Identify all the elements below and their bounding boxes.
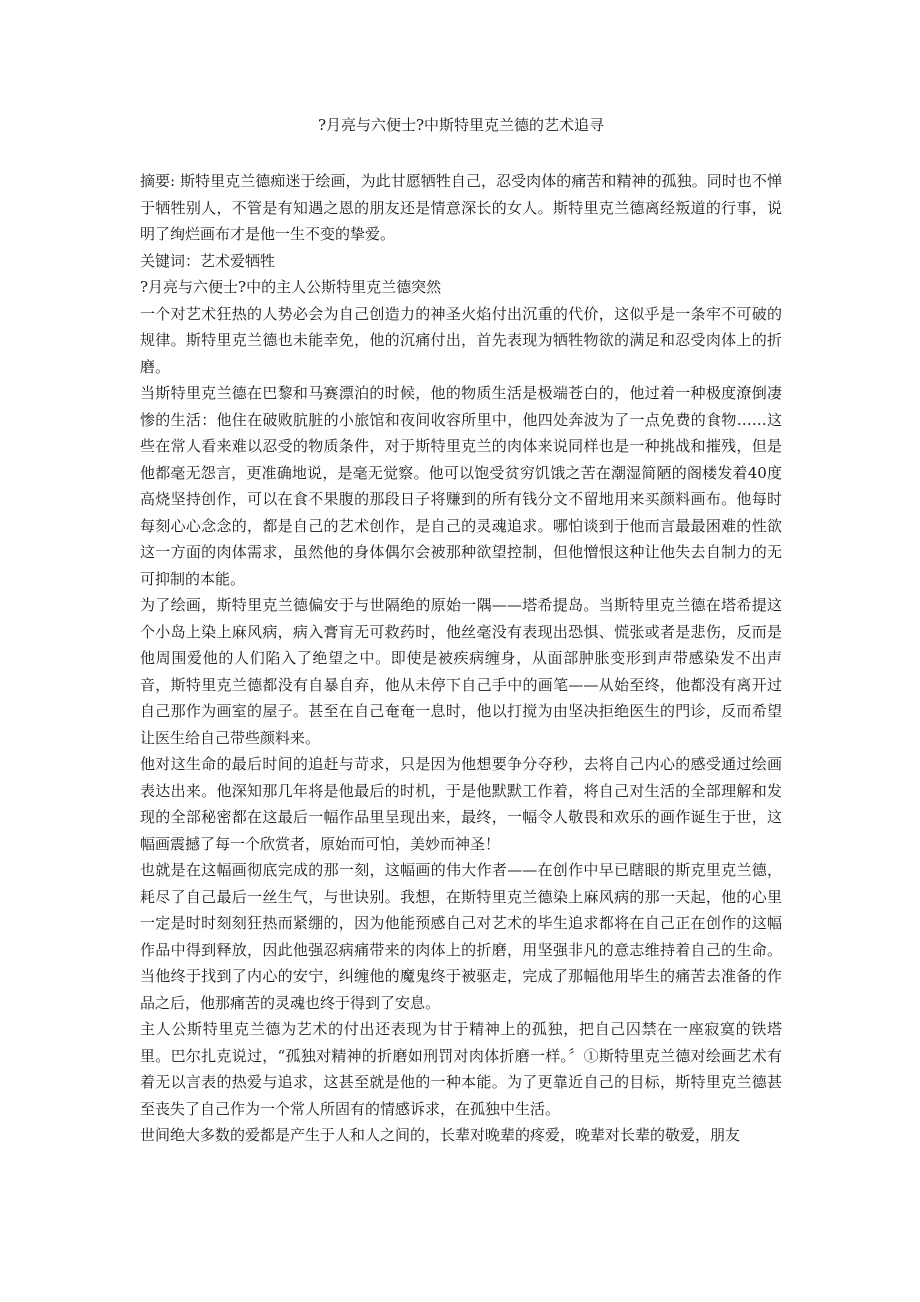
body-paragraph: 也就是在这幅画彻底完成的那一刻，这幅画的伟大作者——在创作中早已瞎眼的斯克里克兰德，耗尽了自己最后一丝生气，与世诀别。我想，在斯特里克兰德染上麻风病的那一天起，他的心里一定是时时刻刻狂热而紧绷的，因为他能预感自己对艺术的毕生追求都将在自己正在创作的这幅作品中得到释放，因此他强忍病痛带来的肉体上的折磨，用坚强非凡的意志维持着自己的生命。当他终于找到了内心的安宁，纠缠他的魔鬼终于被驱走，完成了那幅他用毕生的痛苦去准备的作品之后，他那痛苦的灵魂也终于得到了安息。 <box>140 861 782 1012</box>
document-title: ?月亮与六便士?中斯特里克兰德的艺术追寻 <box>317 116 605 134</box>
body-paragraph: 为了绘画，斯特里克兰德偏安于与世隔绝的原始一隅——塔希提岛。当斯特里克兰德在塔希提这个小岛上染上麻风病，病入膏肓无可救药时，他丝毫没有表现出恐惧、慌张或者是悲伤，反而是他周围爱他的人们陷入了绝望之中。即使是被疾病缠身，从面部肿胀变形到声带感染发不出声音，斯特里克兰德都没有自暴自弃，他从未停下自己手中的画笔——从始至终，他都没有离开过自己那作为画室的屋子。甚至在自己奄奄一息时，他以打搅为由坚决拒绝医生的門诊，反而希望让医生给自己带些颜料来。 <box>140 596 782 747</box>
body-paragraph: 一个对艺术狂热的人势必会为自己创造力的神圣火焰付出沉重的代价，这似乎是一条牢不可破的规律。斯特里克兰德也未能幸免，他的沉痛付出，首先表现为牺牲物欲的满足和忍受肉体上的折磨。 <box>140 304 782 376</box>
body-paragraph: 主人公斯特里克兰德为艺术的付出还表现为甘于精神上的孤独，把自己囚禁在一座寂寞的铁塔里。巴尔扎克说过，“孤独对精神的折磨如刑罚对肉体折磨一样。〞①斯特里克兰德对绘画艺术有着无以言表的热爱与追求，这甚至就是他的一种本能。为了更靠近自己的目标，斯特里克兰德甚至丧失了自己作为一个常人所固有的情感诉求，在孤独中生活。 <box>140 1020 782 1118</box>
body-paragraph: 当斯特里克兰德在巴黎和马赛漂泊的时候，他的物质生活是极端苍白的，他过着一种极度潦倒凄惨的生活：他住在破败肮脏的小旅馆和夜间收容所里中，他四处奔波为了一点免费的食物……这些在常人看来难以忍受的物质条件，对于斯特里克兰的肉体来说同样也是一种挑战和摧残，但是他都毫无怨言，更准确地说，是毫无觉察。他可以饱受贫穷饥饿之苦在潮湿简陋的阁楼发着40度高烧坚持创作，可以在食不果腹的那段日子将赚到的所有钱分文不留地用来买颜料画布。他每时每刻心心念念的，都是自己的艺术创作，是自己的灵魂追求。哪怕谈到于他而言最最困难的性欲这一方面的肉体需求，虽然他的身体偶尔会被那种欲望控制，但他憎恨这种让他失去自制力的无可抑制的本能。 <box>140 384 782 588</box>
body-paragraph: 世间绝大多数的爱都是产生于人和人之间的，长辈对晚辈的疼爱，晚辈对长辈的敬爱，朋友 <box>140 1126 741 1144</box>
keywords: 关键词：艺术爱牺牲 <box>140 251 276 270</box>
document-page <box>140 112 782 1149</box>
section-heading: ?月亮与六便士?中的主人公斯特里克兰德突然 <box>140 278 442 296</box>
body-paragraph: 他对这生命的最后时间的追赶与苛求，只是因为他想要争分夺秒，去将自己内心的感受通过绘画表达出来。他深知那几年将是他最后的时机，于是他默默工作着，将自己对生活的全部理解和发现的全部秘密都在这最后一幅作品里呈现出来，最终，一幅令人敬畏和欢乐的画作诞生于世，这幅画震撼了每一个欣赏者，原始而可怕，美妙而神圣！ <box>140 755 782 853</box>
abstract: 摘要: 斯特里克兰德痴迷于绘画，为此甘愿牺牲自己，忍受肉体的痛苦和精神的孤独。同时也不惮于牺牲别人，不管是有知遇之恩的朋友还是情意深长的女人。斯特里克兰德离经叛道的行事，说明了绚烂画布才是他一生不变的挚爱。 <box>140 172 782 243</box>
